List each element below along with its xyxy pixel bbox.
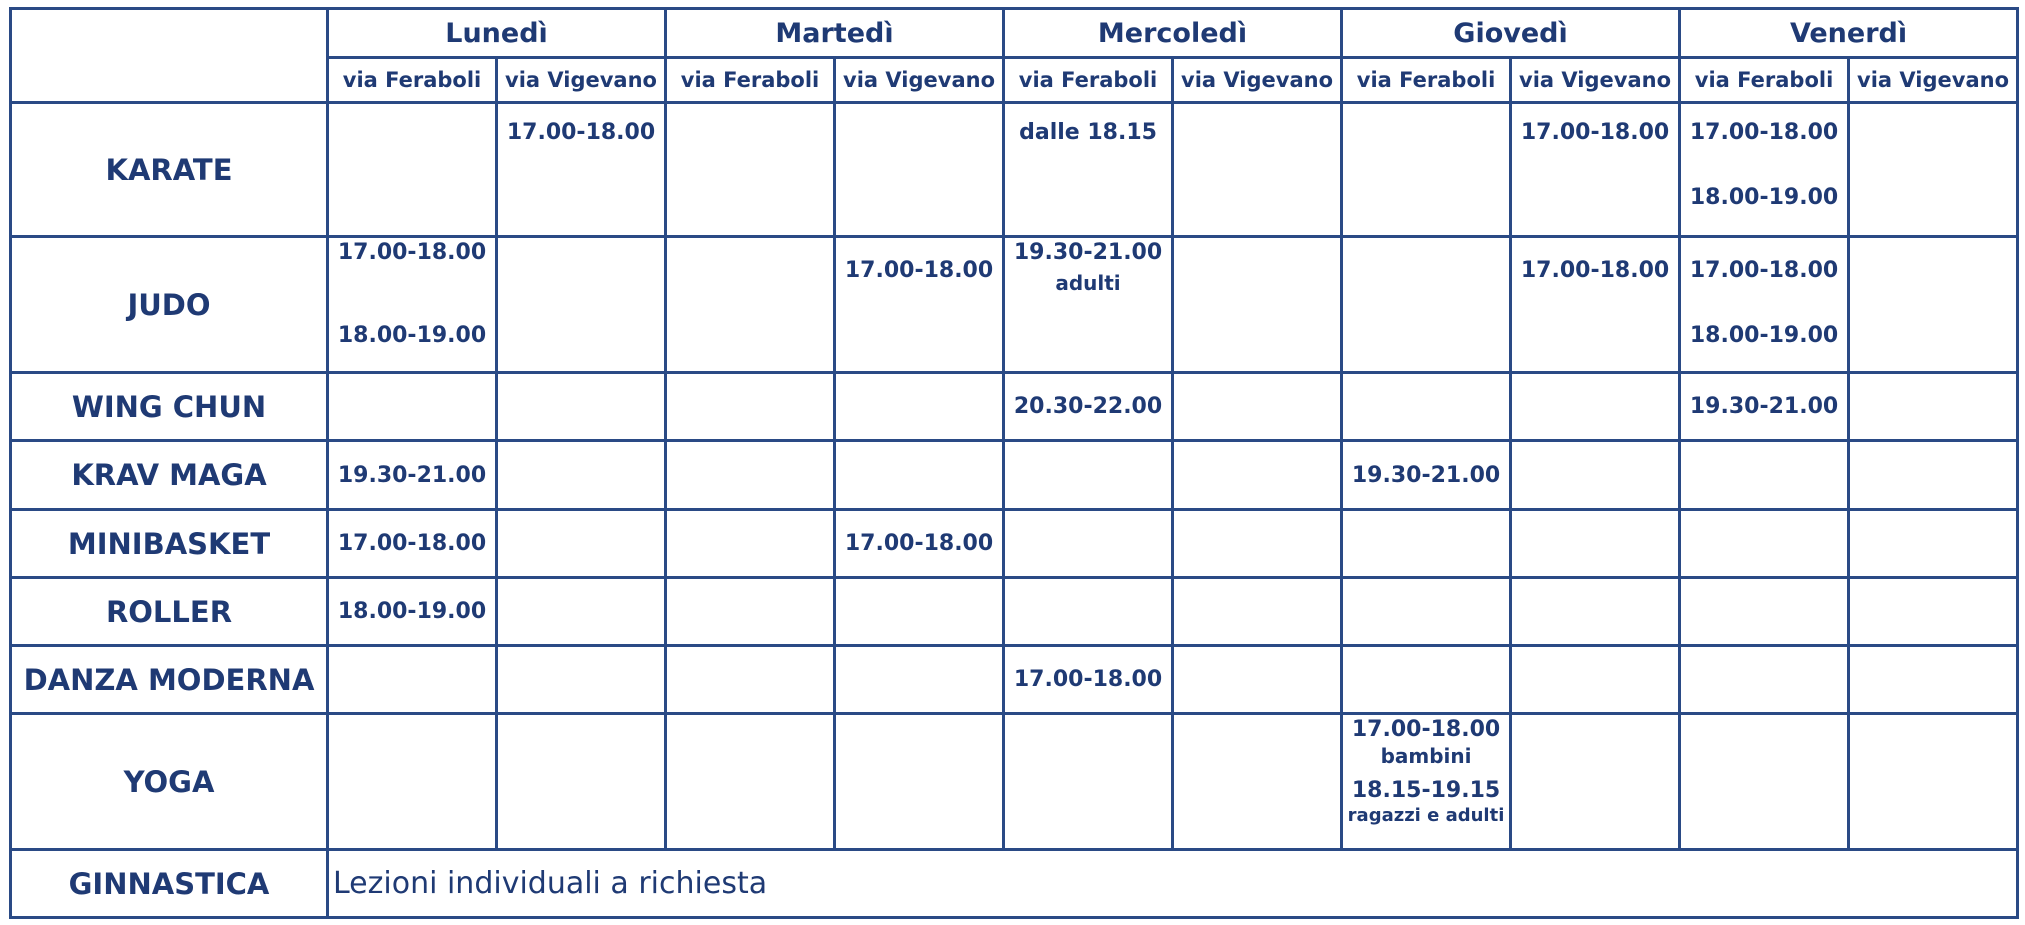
schedule-cell	[835, 103, 1004, 237]
schedule-cell	[1849, 578, 2018, 646]
activity-name: JUDO	[11, 237, 328, 373]
time-slot: 17.00-18.00	[1520, 258, 1670, 283]
schedule-cell	[1004, 103, 1173, 237]
day-header-row	[11, 9, 2018, 58]
schedule-cell	[1173, 578, 1342, 646]
schedule-cell	[1680, 510, 1849, 578]
schedule-cell	[666, 714, 835, 850]
schedule-cell	[1173, 103, 1342, 237]
day-header: Mercoledì	[1004, 9, 1342, 58]
activity-name: WING CHUN	[11, 373, 328, 441]
time-slot: 18.15-19.15	[1351, 778, 1501, 803]
schedule-cell	[1173, 237, 1342, 373]
time-slot: 17.00-18.00	[1520, 120, 1670, 145]
schedule-cell	[835, 510, 1004, 578]
schedule-cell	[1342, 510, 1511, 578]
schedule-cell	[1511, 441, 1680, 510]
schedule-cell	[1849, 103, 2018, 237]
schedule-cell	[666, 578, 835, 646]
time-slot: 20.30-22.00	[1013, 394, 1163, 419]
location-header: via Vigevano	[1511, 58, 1680, 103]
schedule-cell	[1004, 373, 1173, 441]
schedule-cell	[1173, 373, 1342, 441]
location-header: via Vigevano	[1173, 58, 1342, 103]
table-row	[11, 237, 2018, 373]
schedule-cell	[1849, 714, 2018, 850]
time-slot: 17.00-18.00	[337, 531, 487, 556]
schedule-cell	[1511, 646, 1680, 714]
time-slot: 19.30-21.00	[1689, 394, 1839, 419]
table-row	[11, 373, 2018, 441]
schedule-cell	[497, 237, 666, 373]
schedule-cell	[1511, 578, 1680, 646]
schedule-cell	[328, 237, 497, 373]
schedule-cell	[666, 646, 835, 714]
schedule-cell	[1342, 373, 1511, 441]
location-header: via Vigevano	[835, 58, 1004, 103]
schedule-cell	[1173, 510, 1342, 578]
time-slot: 17.00-18.00	[1013, 667, 1163, 692]
time-slot: 17.00-18.00	[844, 258, 994, 283]
schedule-cell	[497, 441, 666, 510]
schedule-cell	[1173, 714, 1342, 850]
schedule-cell	[1342, 237, 1511, 373]
schedule-cell	[497, 646, 666, 714]
schedule-cell	[835, 714, 1004, 850]
schedule-cell	[1680, 441, 1849, 510]
schedule-cell	[1511, 373, 1680, 441]
time-note: bambini	[1380, 744, 1472, 768]
schedule-cell	[497, 103, 666, 237]
corner-cell	[11, 9, 328, 103]
schedule-cell	[328, 103, 497, 237]
schedule-cell	[666, 510, 835, 578]
location-header: via Feraboli	[1342, 58, 1511, 103]
location-header: via Feraboli	[1004, 58, 1173, 103]
schedule-cell	[1511, 237, 1680, 373]
schedule-cell	[1342, 714, 1511, 850]
time-slot: 18.00-19.00	[337, 323, 487, 348]
schedule-cell	[1680, 714, 1849, 850]
day-header: Martedì	[666, 9, 1004, 58]
schedule-cell	[497, 373, 666, 441]
location-header: via Feraboli	[666, 58, 835, 103]
schedule-cell	[497, 578, 666, 646]
schedule-cell	[1173, 441, 1342, 510]
schedule-cell	[1004, 646, 1173, 714]
schedule-cell	[835, 646, 1004, 714]
schedule-cell	[328, 714, 497, 850]
schedule-cell	[1004, 441, 1173, 510]
schedule-cell	[1342, 441, 1511, 510]
schedule-cell	[1849, 646, 2018, 714]
schedule-cell	[835, 237, 1004, 373]
schedule-cell	[666, 373, 835, 441]
schedule-cell	[1680, 578, 1849, 646]
table-row	[11, 103, 2018, 237]
schedule-cell	[1511, 714, 1680, 850]
time-note: adulti	[1055, 271, 1121, 295]
time-slot: 17.00-18.00	[506, 120, 656, 145]
location-header: via Vigevano	[497, 58, 666, 103]
location-header: via Feraboli	[1680, 58, 1849, 103]
time-slot: dalle 18.15	[1019, 120, 1157, 145]
schedule-cell	[497, 714, 666, 850]
day-header: Venerdì	[1680, 9, 2018, 58]
activity-name: KRAV MAGA	[11, 441, 328, 510]
schedule-cell	[1342, 646, 1511, 714]
schedule-cell	[1849, 441, 2018, 510]
time-slot: 18.00-19.00	[1689, 185, 1839, 210]
location-header: via Feraboli	[328, 58, 497, 103]
schedule-cell	[666, 237, 835, 373]
activity-name: GINNASTICA	[11, 850, 328, 918]
schedule-cell	[328, 510, 497, 578]
schedule-cell	[1004, 237, 1173, 373]
time-slot: 19.30-21.00	[1351, 462, 1501, 488]
time-slot: 17.00-18.00	[844, 531, 994, 556]
activity-name: ROLLER	[11, 578, 328, 646]
table-row	[11, 510, 2018, 578]
schedule-cell	[1849, 510, 2018, 578]
table-row	[11, 646, 2018, 714]
schedule-cell	[1680, 103, 1849, 237]
time-slot: 18.00-19.00	[337, 599, 487, 624]
schedule-cell	[1680, 373, 1849, 441]
ginnastica-note: Lezioni individuali a richiesta	[328, 850, 2018, 918]
schedule-cell	[835, 373, 1004, 441]
time-slot: 17.00-18.00	[1689, 258, 1839, 283]
schedule-cell	[328, 441, 497, 510]
schedule-cell	[835, 578, 1004, 646]
schedule-cell	[1342, 578, 1511, 646]
schedule-cell	[1004, 714, 1173, 850]
time-slot: 17.00-18.00	[1351, 717, 1501, 742]
table-row	[11, 714, 2018, 850]
schedule-cell	[666, 441, 835, 510]
table-row	[11, 578, 2018, 646]
table-row	[11, 850, 2018, 918]
schedule-cell	[1849, 237, 2018, 373]
schedule-cell	[328, 578, 497, 646]
schedule-cell	[666, 103, 835, 237]
activity-name: YOGA	[11, 714, 328, 850]
activity-name: MINIBASKET	[11, 510, 328, 578]
activity-name: DANZA MODERNA	[11, 646, 328, 714]
schedule-cell	[1173, 646, 1342, 714]
time-note: ragazzi e adulti	[1347, 805, 1505, 826]
table-row	[11, 441, 2018, 510]
time-slot: 19.30-21.00	[1013, 240, 1163, 265]
time-slot: 17.00-18.00	[1689, 120, 1839, 145]
schedule-cell	[1511, 510, 1680, 578]
schedule-table	[9, 7, 2019, 919]
time-slot: 19.30-21.00	[337, 462, 487, 488]
time-slot: 18.00-19.00	[1689, 323, 1839, 348]
schedule-cell	[1004, 578, 1173, 646]
schedule-cell	[835, 441, 1004, 510]
schedule-cell	[1004, 510, 1173, 578]
schedule-cell	[328, 646, 497, 714]
activity-name: KARATE	[11, 103, 328, 237]
schedule-cell	[328, 373, 497, 441]
day-header: Giovedì	[1342, 9, 1680, 58]
location-header: via Vigevano	[1849, 58, 2018, 103]
schedule-cell	[1342, 103, 1511, 237]
schedule-cell	[1680, 237, 1849, 373]
schedule-cell	[497, 510, 666, 578]
schedule-cell	[1680, 646, 1849, 714]
day-header: Lunedì	[328, 9, 666, 58]
schedule-cell	[1511, 103, 1680, 237]
schedule-cell	[1849, 373, 2018, 441]
time-slot: 17.00-18.00	[337, 240, 487, 265]
schedule-container	[9, 7, 2016, 919]
